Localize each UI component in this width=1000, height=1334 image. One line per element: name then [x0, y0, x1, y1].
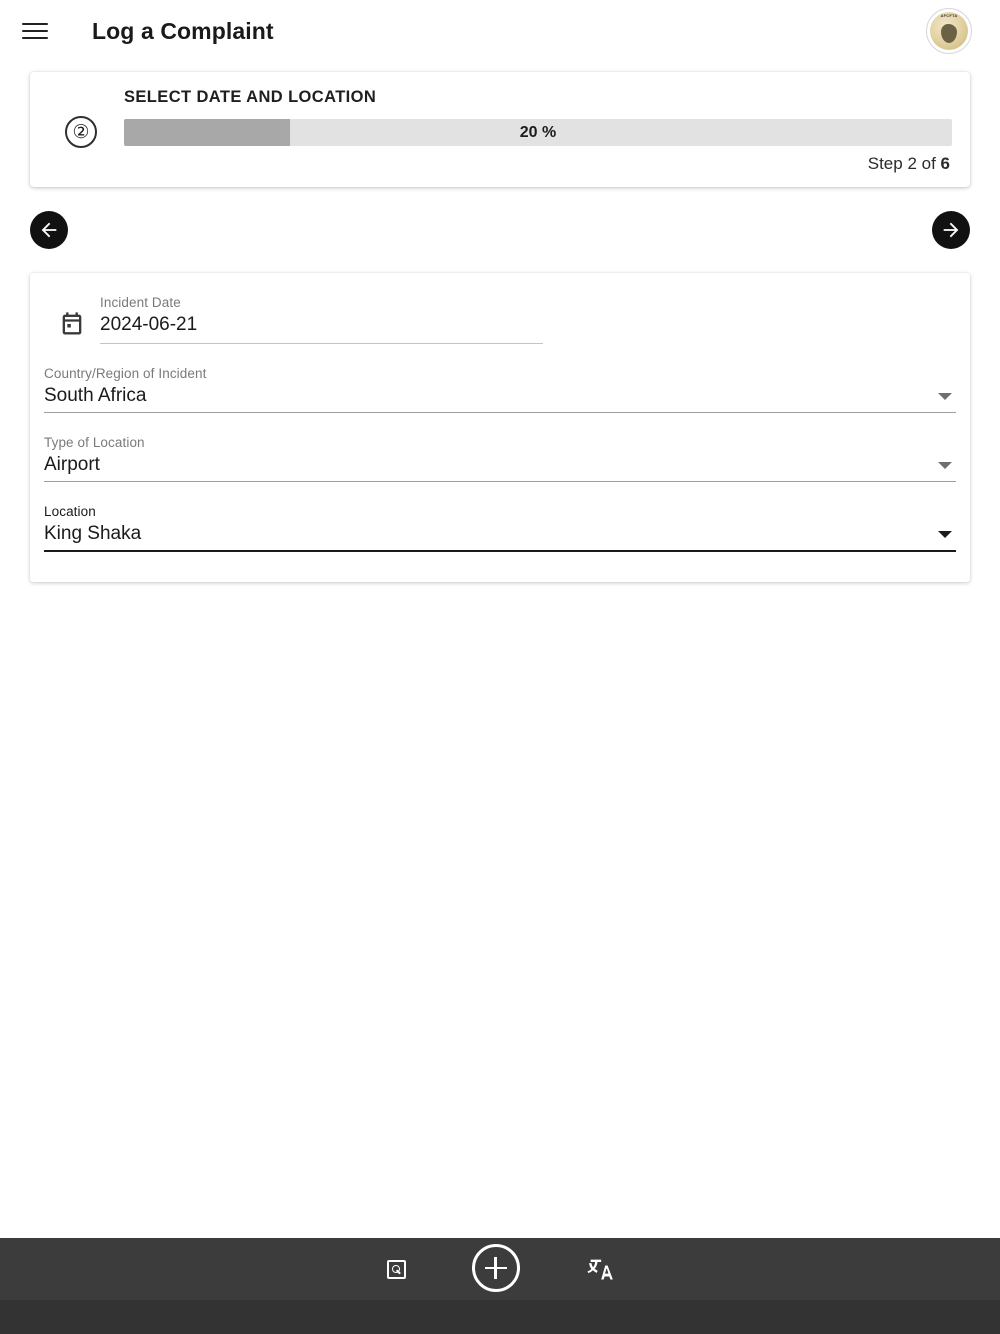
page-title: Log a Complaint: [92, 17, 274, 44]
hamburger-line: [22, 30, 48, 32]
calendar-icon[interactable]: [58, 310, 88, 340]
field-location[interactable]: [44, 504, 956, 552]
arrow-right-icon[interactable]: [932, 211, 970, 249]
chevron-down-icon[interactable]: [938, 393, 952, 400]
avatar-globe-graphic: [930, 12, 968, 50]
location-value[interactable]: King Shaka: [44, 523, 142, 544]
bottom-navigation-bar: [0, 1238, 1000, 1300]
profile-avatar-icon[interactable]: [926, 8, 972, 54]
translate-language-icon[interactable]: [586, 1255, 614, 1283]
stepper-card: [30, 72, 970, 187]
location-label: Location: [44, 504, 96, 519]
hamburger-menu-icon[interactable]: [22, 16, 52, 46]
step-number: ②: [65, 116, 97, 148]
type-of-location-value[interactable]: Airport: [44, 454, 100, 475]
arrow-left-icon[interactable]: [30, 211, 68, 249]
step-navigation: [30, 205, 970, 255]
incident-date-value[interactable]: 2024-06-21: [100, 314, 543, 344]
field-country-region[interactable]: [44, 366, 956, 413]
chevron-down-icon[interactable]: [938, 462, 952, 469]
avatar-caption: AFCFTA: [940, 13, 958, 18]
step-counter-total: 6: [940, 154, 950, 173]
app-bar: [0, 0, 1000, 62]
search-icon[interactable]: [387, 1260, 406, 1279]
type-of-location-label: Type of Location: [44, 435, 145, 450]
hamburger-line: [22, 23, 48, 25]
progress-bar: [124, 119, 952, 146]
type-of-location-select[interactable]: [44, 454, 956, 482]
step-counter: [124, 154, 952, 174]
add-plus-icon[interactable]: [472, 1244, 520, 1292]
country-region-select[interactable]: [44, 385, 956, 413]
step-badge: [38, 88, 124, 148]
field-type-of-location[interactable]: [44, 435, 956, 482]
incident-date-label: Incident Date: [100, 295, 181, 310]
step-counter-prefix: Step 2 of: [867, 154, 941, 173]
stepper-body: [124, 88, 962, 174]
chevron-down-icon[interactable]: [938, 531, 952, 538]
incident-date-input[interactable]: [100, 295, 543, 344]
progress-percent-label: 20 %: [519, 123, 557, 141]
search-glyph: [387, 1260, 406, 1279]
field-incident-date[interactable]: [44, 295, 956, 344]
system-navigation-area: [0, 1300, 1000, 1334]
country-region-label: Country/Region of Incident: [44, 366, 207, 381]
country-region-value[interactable]: South Africa: [44, 385, 147, 406]
date-location-form: [30, 273, 970, 582]
location-select[interactable]: [44, 523, 956, 552]
stepper-title: SELECT DATE AND LOCATION: [124, 88, 377, 106]
hamburger-line: [22, 37, 48, 39]
